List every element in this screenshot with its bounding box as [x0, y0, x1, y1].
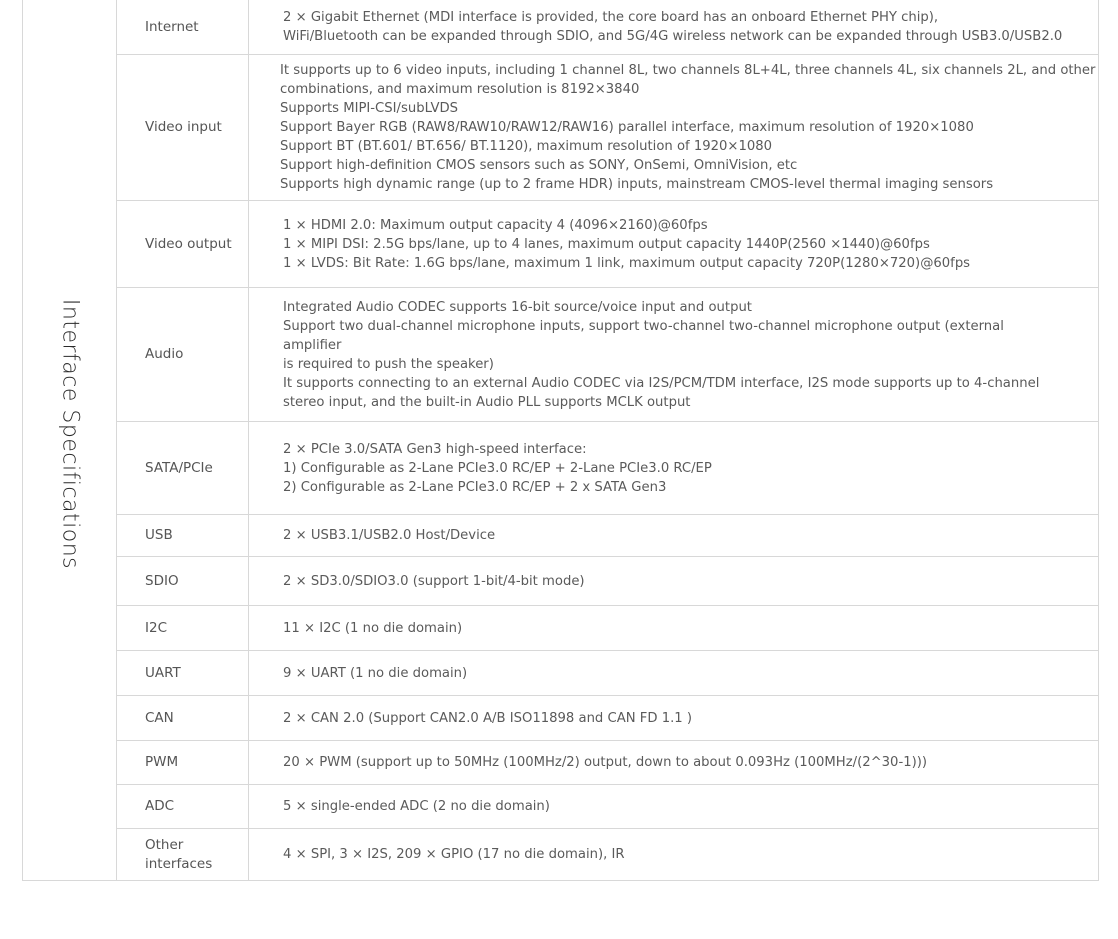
spec-value — [249, 606, 1090, 650]
spec-value-line: Supports MIPI-CSI/subLVDS — [280, 101, 459, 116]
spec-value — [249, 515, 1090, 556]
interface-spec-table — [22, 0, 1099, 881]
spec-value-line: 1) Configurable as 2-Lane PCIe3.0 RC/EP + 2-Lane PCIe3.0 RC/EP — [283, 460, 712, 476]
spec-row — [117, 651, 1098, 696]
spec-label: Other interfaces — [117, 829, 249, 880]
spec-row — [117, 785, 1098, 829]
spec-value-line: 20 × PWM (support up to 50MHz (100MHz/2) output, down to about 0.093Hz (100MHz/(2^30-1))) — [283, 755, 928, 770]
spec-value — [249, 288, 1090, 421]
spec-row — [117, 55, 1098, 201]
spec-value-line: 4 × SPI, 3 × I2S, 209 × GPIO (17 no die domain), IR — [283, 847, 625, 862]
spec-label: Video output — [117, 201, 249, 287]
spec-value-line: Integrated Audio CODEC supports 16-bit source/voice input and output — [283, 299, 752, 315]
spec-label: CAN — [117, 696, 249, 740]
spec-value-line: It supports connecting to an external Audio CODEC via I2S/PCM/TDM interface, I2S mode supports up to 4-channel — [283, 375, 1040, 391]
spec-value-line: amplifier — [283, 337, 342, 353]
spec-label: UART — [117, 651, 249, 695]
spec-value — [249, 55, 1096, 200]
spec-row — [117, 0, 1098, 55]
spec-value-line: Support BT (BT.601/ BT.656/ BT.1120), maximum resolution of 1920×1080 — [280, 139, 773, 154]
spec-label: PWM — [117, 741, 249, 784]
spec-value — [249, 557, 1090, 605]
spec-value-line: stereo input, and the built-in Audio PLL supports MCLK output — [283, 394, 691, 410]
spec-value-line: 2 × CAN 2.0 (Support CAN2.0 A/B ISO11898 and CAN FD 1.1 ) — [283, 710, 693, 726]
spec-value — [249, 785, 1090, 828]
spec-value-line: 5 × single-ended ADC (2 no die domain) — [283, 799, 550, 814]
spec-value-line: 1 × LVDS: Bit Rate: 1.6G bps/lane, maximum 1 link, maximum output capacity 720P(1280×720)@60fps — [283, 255, 971, 271]
spec-value — [249, 741, 1090, 784]
spec-value — [249, 651, 1090, 695]
spec-value-line: Support high-definition CMOS sensors such as SONY, OnSemi, OmniVision, etc — [280, 158, 798, 173]
spec-label: Video input — [117, 55, 249, 200]
section-header-cell — [23, 0, 117, 880]
spec-value-line: 2 × PCIe 3.0/SATA Gen3 high-speed interface: — [283, 441, 587, 457]
spec-value — [249, 829, 1090, 880]
spec-value-line: Supports high dynamic range (up to 2 frame HDR) inputs, mainstream CMOS-level thermal imaging sensors — [280, 177, 994, 192]
spec-value-line: is required to push the speaker) — [283, 356, 494, 372]
spec-row — [117, 201, 1098, 288]
spec-value-line: 11 × I2C (1 no die domain) — [283, 620, 463, 636]
spec-value-line: WiFi/Bluetooth can be expanded through SDIO, and 5G/4G wireless network can be expanded through USB3.0/USB2.0 — [283, 29, 1063, 44]
spec-row — [117, 741, 1098, 785]
spec-value — [249, 201, 1090, 287]
spec-label: Internet — [117, 0, 249, 54]
spec-value-line: 1 × HDMI 2.0: Maximum output capacity 4 (4096×2160)@60fps — [283, 217, 708, 233]
spec-row — [117, 288, 1098, 422]
spec-value-line: It supports up to 6 video inputs, including 1 channel 8L, two channels 8L+4L, three channels 4L, six channels 2L, and other — [280, 63, 1096, 78]
spec-row — [117, 606, 1098, 651]
spec-value-line: Support two dual-channel microphone inputs, support two-channel two-channel microphone output (external — [283, 318, 1004, 334]
spec-label: I2C — [117, 606, 249, 650]
spec-label: USB — [117, 515, 249, 556]
spec-value-line: combinations, and maximum resolution is 8192×3840 — [280, 82, 640, 97]
spec-value — [249, 696, 1090, 740]
spec-label: SATA/PCIe — [117, 422, 249, 514]
spec-value-line: 9 × UART (1 no die domain) — [283, 665, 468, 681]
spec-label: Audio — [117, 288, 249, 421]
spec-value — [249, 422, 1090, 514]
spec-value-line: 2) Configurable as 2-Lane PCIe3.0 RC/EP + 2 x SATA Gen3 — [283, 479, 667, 495]
spec-row — [117, 515, 1098, 557]
spec-label: ADC — [117, 785, 249, 828]
spec-value-line: 2 × SD3.0/SDIO3.0 (support 1-bit/4-bit mode) — [283, 573, 585, 589]
spec-value — [249, 0, 1090, 54]
spec-value-line: 1 × MIPI DSI: 2.5G bps/lane, up to 4 lanes, maximum output capacity 1440P(2560 ×1440)@60fps — [283, 236, 930, 252]
spec-label: SDIO — [117, 557, 249, 605]
spec-value-line: 2 × Gigabit Ethernet (MDI interface is provided, the core board has an onboard Ethernet PHY chip), — [283, 10, 939, 25]
spec-row — [117, 696, 1098, 741]
spec-row — [117, 422, 1098, 515]
spec-value-line: 2 × USB3.1/USB2.0 Host/Device — [283, 528, 496, 543]
spec-value-line: Support Bayer RGB (RAW8/RAW10/RAW12/RAW16) parallel interface, maximum resolution of 1920×1080 — [280, 120, 974, 135]
spec-row — [117, 557, 1098, 606]
section-title: Interface Specifications — [57, 298, 83, 570]
spec-row — [117, 829, 1098, 880]
